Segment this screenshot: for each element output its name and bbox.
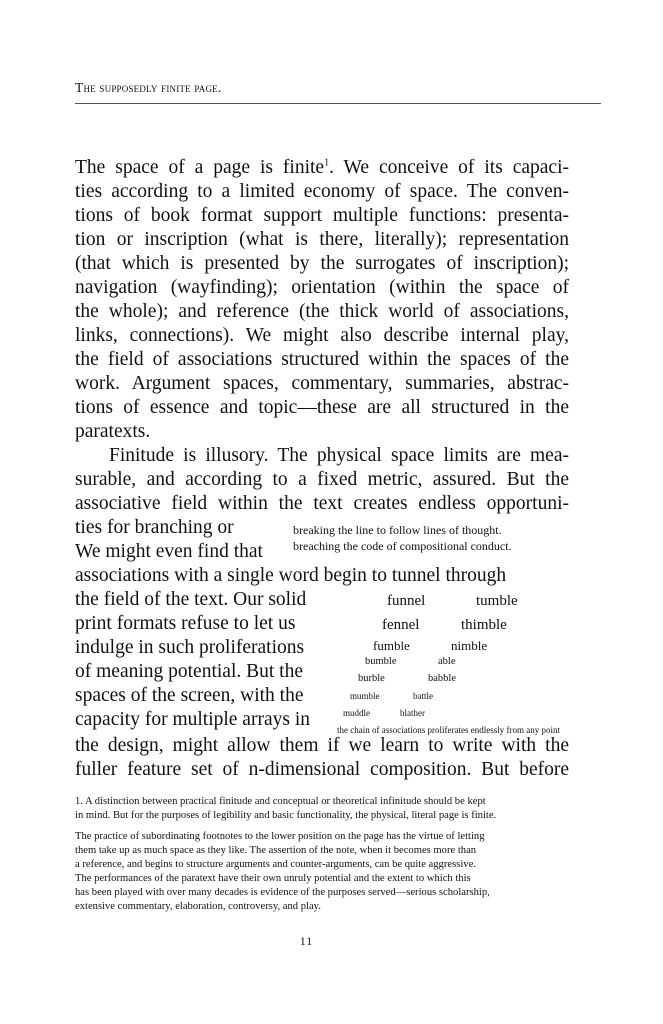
footnote-line: The practice of subordinating footnotes to the lower position on the page has the virtue of letting <box>75 831 485 842</box>
body-line: the field of the text. Our solid <box>75 589 307 610</box>
body-line: associative field within the text creates endless opportuni- <box>75 493 569 514</box>
body-line: of meaning potential. But the <box>75 661 303 682</box>
body-line: ties according to a limited economy of space. The conven- <box>75 181 569 202</box>
body-line: print formats refuse to let us <box>75 613 296 634</box>
body-line: (that which is presented by the surrogates of inscription); <box>75 253 569 274</box>
body-line: We might even find that <box>75 541 263 562</box>
footnote-line: them take up as much space as they like. The assertion of the note, when it becomes more than <box>75 845 477 856</box>
branch-line: breaking the line to follow lines of thought. <box>293 523 502 537</box>
body-line: tions of essence and topic—these are all structured in the <box>75 397 569 418</box>
cloud-word: thimble <box>461 617 507 633</box>
body-line: spaces of the screen, with the <box>75 685 304 706</box>
body-line: ties for branching or <box>75 517 234 538</box>
body-line: paratexts. <box>75 421 151 442</box>
cloud-word: battle <box>413 691 433 701</box>
body-line: the field of associations structured within the spaces of the <box>75 349 569 370</box>
body-line: Finitude is illusory. The physical space limits are mea- <box>109 445 569 466</box>
cloud-caption: the chain of associations proliferates endlessly from any point <box>337 725 560 735</box>
body-line: the whole); and reference (the thick world of associations, <box>75 301 569 322</box>
footnote-line: has been played with over many decades is evidence of the purposes served—serious scholarship, <box>75 887 490 898</box>
body-line: tion or inscription (what is there, literally); representation <box>75 229 569 250</box>
header-rule <box>75 103 601 104</box>
running-head: The supposedly finite page. <box>75 80 222 95</box>
cloud-word: mumble <box>350 691 380 701</box>
body-line: links, connections). We might also describe internal play, <box>75 325 569 346</box>
footnote-line: a reference, and begins to structure arguments and counter-arguments, can be quite aggressive. <box>75 859 476 870</box>
footnote-line: 1. A distinction between practical finitude and conceptual or theoretical infinitude should be kept <box>75 796 486 807</box>
body-line: fuller feature set of n-dimensional composition. But before <box>75 759 569 780</box>
cloud-word: able <box>438 656 456 667</box>
cloud-word: babble <box>428 673 456 684</box>
footnote-marker[interactable]: 1 <box>324 157 330 169</box>
body-line: The space of a page is finite$^1$. We conceive of its capaci- <box>75 157 569 178</box>
body-line: tions of book format support multiple functions: presenta- <box>75 205 569 226</box>
cloud-word: funnel <box>387 593 426 609</box>
body-line: work. Argument spaces, commentary, summaries, abstrac- <box>75 373 569 394</box>
body-line: navigation (wayfinding); orientation (within the space of <box>75 277 569 298</box>
body-line: associations with a single word begin to tunnel through <box>75 565 507 586</box>
body-line: the design, might allow them if we learn to write with the <box>75 735 569 756</box>
branch-line: breaching the code of compositional conduct. <box>293 539 512 553</box>
footnote-line: in mind. But for the purposes of legibility and basic functionality, the physical, literal page is finite. <box>75 810 497 821</box>
cloud-word: bumble <box>365 656 397 667</box>
body-line: surable, and according to a fixed metric, assured. But the <box>75 469 569 490</box>
cloud-word: nimble <box>451 638 488 653</box>
body-line: indulge in such proliferations <box>75 637 305 658</box>
cloud-word: burble <box>358 673 385 684</box>
body-line: capacity for multiple arrays in <box>75 709 310 730</box>
footnote-line: The performances of the paratext have their own unruly potential and the extent to which this <box>75 873 471 884</box>
cloud-word: fumble <box>373 638 410 653</box>
footnote-line: extensive commentary, elaboration, controversy, and play. <box>75 901 321 912</box>
cloud-word: muddle <box>343 708 370 718</box>
page-number: 11 <box>299 934 314 948</box>
cloud-word: fennel <box>382 617 420 633</box>
cloud-word: tumble <box>476 593 518 609</box>
cloud-word: blather <box>400 708 425 718</box>
